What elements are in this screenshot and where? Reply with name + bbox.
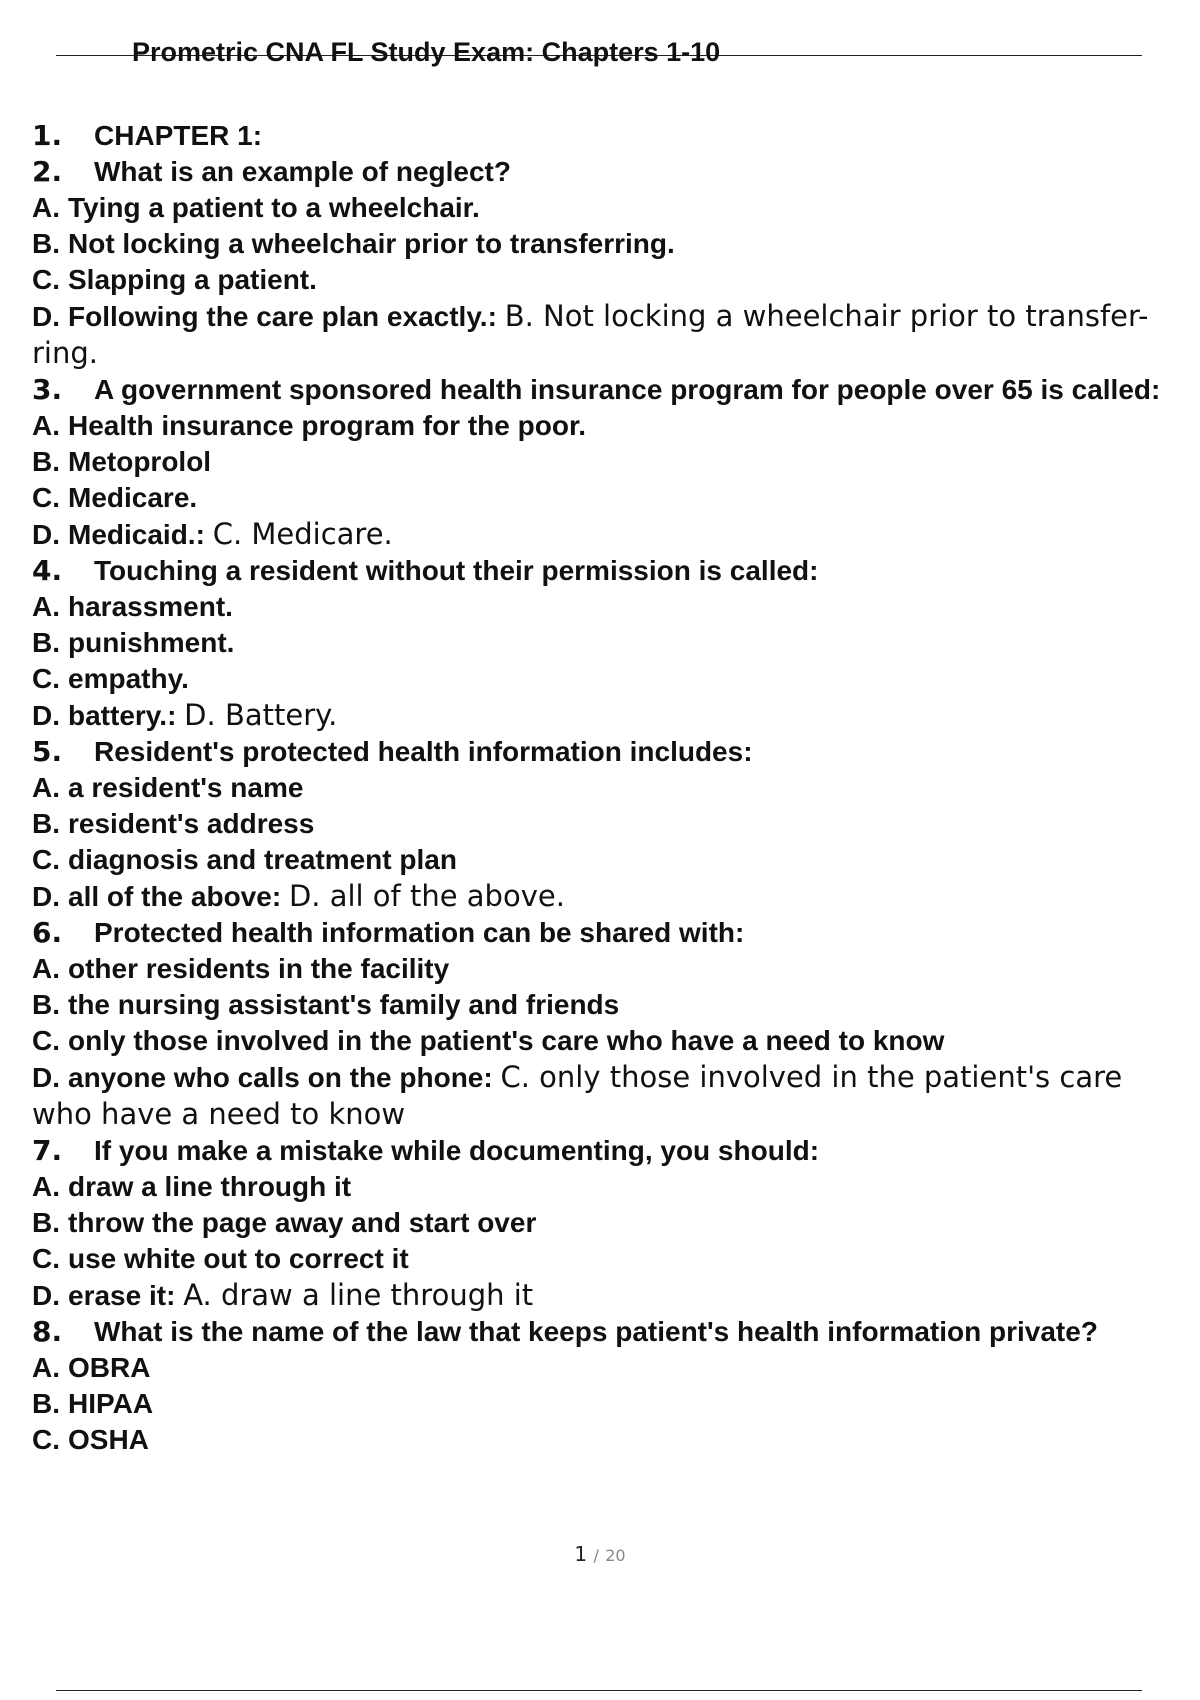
answer-text: C. only those involved in the patient's care who have a need to know	[32, 1060, 1123, 1131]
question-8	[32, 1314, 1182, 1458]
option-letter: C.	[32, 264, 60, 295]
option-letter: B.	[32, 989, 60, 1020]
option-letter: A.	[32, 410, 60, 441]
option-text: Medicaid.:	[68, 519, 205, 550]
question-number: 4.	[32, 554, 63, 587]
option-b	[32, 987, 1182, 1023]
option-letter: D.	[32, 1062, 60, 1093]
option-letter: C.	[32, 844, 60, 875]
option-b	[32, 444, 1182, 480]
question-text: Protected health information can be shared with:	[94, 917, 745, 948]
total-pages: 20	[605, 1546, 626, 1565]
current-page: 1	[574, 1542, 588, 1566]
option-text: draw a line through it	[68, 1171, 352, 1202]
question-number: 7.	[32, 1134, 63, 1167]
option-text: all of the above:	[68, 881, 282, 912]
question-list	[32, 118, 1182, 1458]
option-letter: B.	[32, 446, 60, 477]
option-a	[32, 1350, 1182, 1386]
option-c	[32, 842, 1182, 878]
option-letter: A.	[32, 192, 60, 223]
option-letter: C.	[32, 1243, 60, 1274]
answer-text: D. all of the above.	[288, 879, 565, 913]
answer-text: C. Medicare.	[212, 517, 393, 551]
option-c	[32, 262, 1182, 298]
footer-rule	[56, 1690, 1142, 1691]
option-text: the nursing assistant's family and friends	[68, 989, 620, 1020]
option-text: battery.:	[68, 700, 177, 731]
option-text: Slapping a patient.	[68, 264, 317, 295]
option-text: OSHA	[68, 1424, 149, 1455]
option-letter: D.	[32, 1280, 60, 1311]
option-text: diagnosis and treatment plan	[68, 844, 457, 875]
option-b	[32, 806, 1182, 842]
question-heading	[32, 553, 1182, 589]
option-a	[32, 589, 1182, 625]
document-title: Prometric CNA FL Study Exam: Chapters 1-10	[132, 37, 721, 67]
question-number: 3.	[32, 373, 63, 406]
option-d	[32, 516, 1182, 553]
option-letter: A.	[32, 591, 60, 622]
option-d	[32, 1059, 1182, 1133]
question-7	[32, 1133, 1182, 1314]
option-letter: C.	[32, 482, 60, 513]
option-text: empathy.	[68, 663, 189, 694]
question-1	[32, 118, 1182, 154]
question-heading	[32, 118, 1182, 154]
question-4	[32, 553, 1182, 734]
option-d	[32, 878, 1182, 915]
option-b	[32, 625, 1182, 661]
question-number: 5.	[32, 735, 63, 768]
option-text: resident's address	[68, 808, 315, 839]
option-letter: C.	[32, 663, 60, 694]
question-text: If you make a mistake while documenting, you should:	[94, 1135, 820, 1166]
question-heading	[32, 734, 1182, 770]
option-text: punishment.	[68, 627, 235, 658]
option-d	[32, 298, 1182, 372]
option-text: throw the page away and start over	[68, 1207, 537, 1238]
option-letter: D.	[32, 301, 60, 332]
option-text: erase it:	[68, 1280, 176, 1311]
option-c	[32, 480, 1182, 516]
option-a	[32, 770, 1182, 806]
page-counter	[0, 1542, 1200, 1566]
option-d	[32, 1277, 1182, 1314]
question-text: Resident's protected health information includes:	[94, 736, 753, 767]
question-heading	[32, 154, 1182, 190]
question-number: 6.	[32, 916, 63, 949]
answer-text: A. draw a line through it	[183, 1278, 534, 1312]
question-2	[32, 154, 1182, 372]
question-text: What is the name of the law that keeps patient's health information private?	[94, 1316, 1098, 1347]
option-letter: A.	[32, 1171, 60, 1202]
option-text: OBRA	[68, 1352, 151, 1383]
option-text: a resident's name	[68, 772, 304, 803]
option-letter: B.	[32, 808, 60, 839]
option-text: anyone who calls on the phone:	[68, 1062, 493, 1093]
option-a	[32, 1169, 1182, 1205]
option-letter: B.	[32, 1388, 60, 1419]
option-text: other residents in the facility	[68, 953, 450, 984]
question-heading	[32, 1133, 1182, 1169]
option-a	[32, 408, 1182, 444]
option-letter: B.	[32, 627, 60, 658]
answer-text: D. Battery.	[184, 698, 338, 732]
option-text: only those involved in the patient's care who have a need to know	[68, 1025, 945, 1056]
option-text: Not locking a wheelchair prior to transferring.	[68, 228, 675, 259]
option-letter: C.	[32, 1424, 60, 1455]
option-text: Metoprolol	[68, 446, 212, 477]
question-5	[32, 734, 1182, 915]
option-c	[32, 1023, 1182, 1059]
question-number: 8.	[32, 1315, 63, 1348]
question-heading	[32, 915, 1182, 951]
question-number: 1.	[32, 119, 63, 152]
option-text: Tying a patient to a wheelchair.	[68, 192, 480, 223]
option-d	[32, 697, 1182, 734]
option-b	[32, 1205, 1182, 1241]
option-letter: A.	[32, 1352, 60, 1383]
question-heading	[32, 372, 1182, 408]
option-b	[32, 1386, 1182, 1422]
option-text: use white out to correct it	[68, 1243, 409, 1274]
option-letter: A.	[32, 953, 60, 984]
option-letter: B.	[32, 228, 60, 259]
option-letter: D.	[32, 881, 60, 912]
option-a	[32, 190, 1182, 226]
option-c	[32, 1241, 1182, 1277]
option-text: harassment.	[68, 591, 233, 622]
option-letter: D.	[32, 700, 60, 731]
option-letter: B.	[32, 1207, 60, 1238]
option-letter: D.	[32, 519, 60, 550]
option-letter: A.	[32, 772, 60, 803]
option-letter: C.	[32, 1025, 60, 1056]
question-number: 2.	[32, 155, 63, 188]
option-a	[32, 951, 1182, 987]
answer-text: B. Not locking a wheelchair prior to transfer- ring.	[32, 299, 1149, 370]
question-heading	[32, 1314, 1182, 1350]
option-c	[32, 1422, 1182, 1458]
option-b	[32, 226, 1182, 262]
page-separator: /	[593, 1546, 599, 1565]
question-6	[32, 915, 1182, 1133]
option-text: Medicare.	[68, 482, 198, 513]
question-text: Touching a resident without their permission is called:	[94, 555, 819, 586]
question-3	[32, 372, 1182, 553]
option-text: HIPAA	[68, 1388, 154, 1419]
question-text: A government sponsored health insurance program for people over 65 is called:	[94, 374, 1161, 405]
option-c	[32, 661, 1182, 697]
question-text: CHAPTER 1:	[94, 120, 263, 151]
option-text: Following the care plan exactly.:	[68, 301, 497, 332]
question-text: What is an example of neglect?	[94, 156, 511, 187]
option-text: Health insurance program for the poor.	[68, 410, 587, 441]
